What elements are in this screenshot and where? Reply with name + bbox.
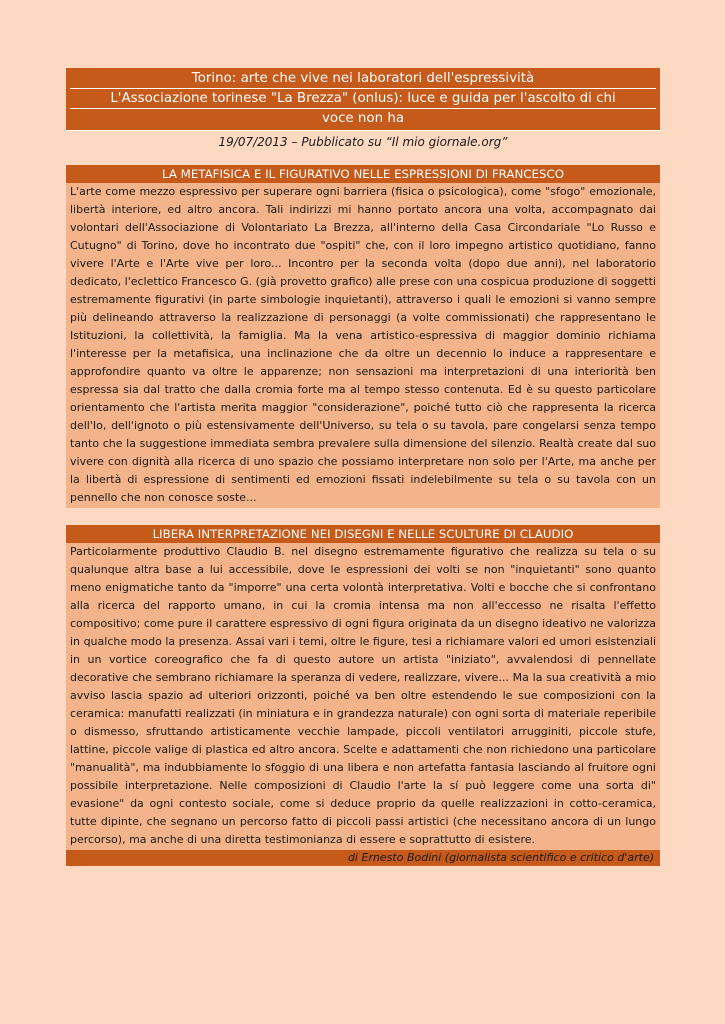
publication-date: 19/07/2013 – Pubblicato su “Il mio giornale.org” — [218, 135, 508, 149]
article — [66, 68, 660, 866]
section-heading: LIBERA INTERPRETAZIONE NEI DISEGNI E NELLE SCULTURE DI CLAUDIO — [66, 525, 660, 543]
author-byline: di Ernesto Bodini (giornalista scientifico e critico d'arte) — [66, 850, 660, 866]
section-body: Particolarmente produttivo Claudio B. nel disegno estremamente figurativo che realizza su tela o su qualunque altra base a lui accessibile, dove le espressioni dei volti se non "inquietanti" sono quanto meno enigmatiche tanto da "imporre" una certa volontà interpretativa. Volti e bocche che si confrontano alla ricerca del rapporto umano, in cui la cromia intensa ma non all'eccesso ne risalta l'effetto compositivo; come pure il carattere espressivo di ogni figura originata da un disegno ideativo ne valorizza in qualche modo la presenza. Assai vari i temi, oltre le figure, tesi a richiamare valori ed umori esistenziali in un vortice coreografico che fa di questo autore un artista "iniziato", avvalendosi di pennellate decorative che sembrano richiamare la speranza di vedere, realizzare, vivere... Ma la sua creatività a mio avviso lascia spazio ad ulteriori orizzonti, poiché va ben oltre estendendo le sue composizioni con la ceramica: manufatti realizzati (in miniatura e in grandezza naturale) con ogni sorta di materiale reperibile o dismesso, sfruttando artisticamente vecchie lampade, piccoli ventilatori arrugginiti, piccole stufe, lattine, piccole valige di plastica ed altro ancora. Scelte e adattamenti che non richiedono una particolare "manualità", ma indubbiamente lo sfoggio di una libera e non artefatta fantasia lasciando al fruitore ogni possibile interpretazione. Nelle composizioni di Claudio l'arte la sí può leggere come una sorta di" evasione" da ogni contesto sociale, come si deduce proprio da quelle realizzazioni in cotto-ceramica, tutte dipinte, che segnano un percorso fatto di piccoli passi artistici (che necessitano ancora di un lungo percorso), ma anche di una diretta testimonianza di essere e soprattutto di esistere. — [66, 543, 660, 850]
section-heading: LA METAFISICA E IL FIGURATIVO NELLE ESPRESSIONI DI FRANCESCO — [66, 165, 660, 183]
title-line-2: L'Associazione torinese "La Brezza" (onlus): luce e guida per l'ascolto di chi — [70, 89, 656, 109]
title-line-1: Torino: arte che vive nei laboratori dell'espressività — [70, 69, 656, 89]
article-title — [66, 68, 660, 131]
section-francesco — [66, 165, 660, 508]
section-body: L'arte come mezzo espressivo per superare ogni barriera (fisica o psicologica), come "sfogo" emozionale, libertà interiore, ed altro ancora. Tali indirizzi mi hanno portato ancora una volta, accompagnato dai volontari dell'Associazione di Volontariato La Brezza, all'interno della Casa Circondariale "Lo Russo e Cutugno" di Torino, dove ho incontrato due "ospiti" che, con il loro impegno artistico quotidiano, fanno vivere l'Arte e l'Arte vive per loro... Incontro per la seconda volta (dopo due anni), nel laboratorio dedicato, l'eclettico Francesco G. (già provetto grafico) alle prese con una cospicua produzione di soggetti estremamente figurativi (in parte simbologie inquietanti), attraverso i quali le emozioni si vanno sempre più delineando attraverso la realizzazione di personaggi (a volte commissionati) che rappresentano le Istituzioni, la collettività, la famiglia. Ma la vena artistico-espressiva di maggior dominio richiama l'interesse per la metafisica, una inclinazione che da oltre un decennio lo induce a rappresentare e approfondire quanto va oltre le apparenze; non sensazioni ma interpretazioni di una interiorità ben espressa sia dal tratto che dalla cromia forte ma al tempo stesso contenuta. Ed è su questo particolare orientamento che l'artista merita maggior "considerazione", poiché tutto ciò che rappresenta la ricerca dell'Io, dell'ignoto o più estensivamente dell'Universo, su tela o su tavola, pare congelarsi senza tempo tanto che la suggestione immediata sembra prevalere sulla dimensione del silenzio. Realtà create dal suo vivere con dignità alla ricerca di uno spazio che possiamo interpretare non solo per l'Arte, ma anche per la libertà di espressione di sentimenti ed emozioni fissati indelebilmente su tela o su tavola con un pennello che non conosce soste... — [66, 183, 660, 508]
section-claudio — [66, 525, 660, 866]
title-line-3: voce non ha — [321, 111, 405, 126]
